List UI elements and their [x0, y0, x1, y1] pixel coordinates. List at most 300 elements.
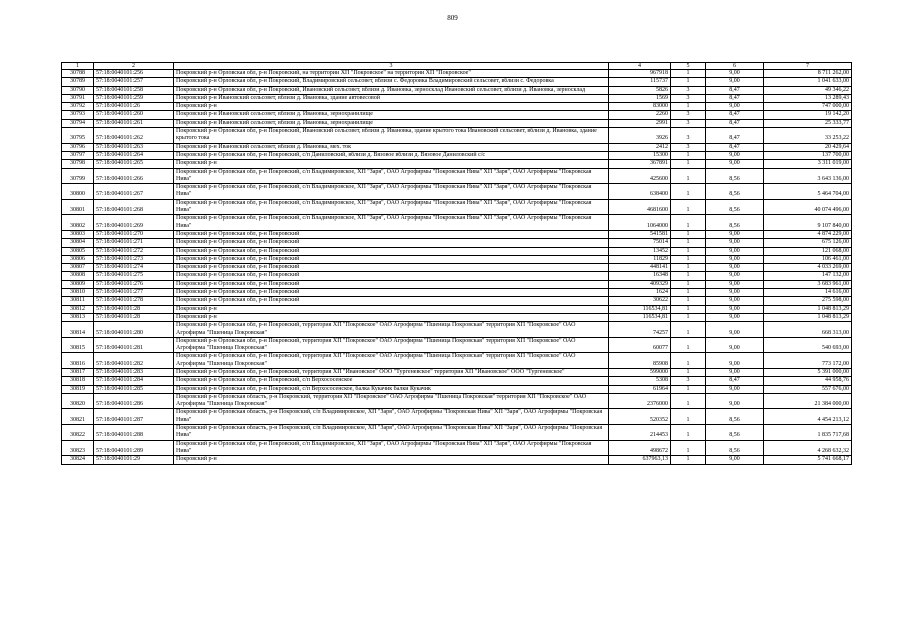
area-value: 409329 [609, 280, 671, 288]
location-description: Покровский р-н Орловская обл, р-н Покровский, территория ХП "Покровское" ОАО Агрофирма "Пшеница Покровская" территория ХП "Покровское" ОАО Агрофирма "Пшеница Покровская" [174, 353, 609, 369]
cadastral-number: 57:18:0040101:258 [94, 86, 174, 94]
area-value: 16348 [609, 272, 671, 280]
table-row [62, 247, 852, 255]
rate-value: 9,00 [706, 313, 764, 321]
cadastral-value: 20 429,64 [764, 143, 852, 151]
location-description: Покровский р-н Орловская обл, р-н Покровский, с/п Даниловский, вблизи д. Вязовое вблизи д. Вязовое Даниловский с/с [174, 151, 609, 159]
row-number: 30800 [62, 184, 94, 200]
rate-value: 9,00 [706, 239, 764, 247]
cadastral-value: 9 107 840,00 [764, 215, 852, 231]
rate-value: 8,47 [706, 86, 764, 94]
row-number: 30819 [62, 385, 94, 393]
location-description: Покровский р-н Орловская обл, р-н Покровский, территория ХП "Покровское" ОАО Агрофирма "Пшеница Покровская" территория ХП "Покровское" ОАО Агрофирма "Пшеница Покровская" [174, 337, 609, 353]
cadastral-number: 57:18:0040101:267 [94, 184, 174, 200]
location-description: Покровский р-н Орловская обл, р-н Покровский, Ивановский сельсовет, вблизи д. Ивановка, здание крытого тока Ивановский сельсовет, вблизи д. Ивановка, здание крытого тока [174, 128, 609, 144]
group-code: 1 [671, 440, 706, 456]
cadastral-value: 3 643 136,00 [764, 168, 852, 184]
cadastral-value: 1 041 633,00 [764, 78, 852, 86]
cadastral-value: 5 391 000,00 [764, 368, 852, 376]
row-number: 30801 [62, 199, 94, 215]
group-code: 1 [671, 103, 706, 111]
row-number: 30790 [62, 86, 94, 94]
group-code: 1 [671, 322, 706, 338]
table-row [62, 313, 852, 321]
row-number: 30812 [62, 305, 94, 313]
row-number: 30798 [62, 160, 94, 168]
table-body [62, 70, 852, 465]
area-value: 30622 [609, 297, 671, 305]
location-description: Покровский р-н Орловская обл, р-н Покровский, с/п Владимировское, ХП "Заря", ОАО Агрофирмы "Покровская Нива" ХП "Заря", ОАО Агрофирмы "Покровская Нива" [174, 168, 609, 184]
cadastral-register-table [61, 62, 852, 465]
area-value: 2376000 [609, 393, 671, 409]
cadastral-value: 4 454 213,12 [764, 409, 852, 425]
row-number: 30809 [62, 280, 94, 288]
rate-value: 9,00 [706, 78, 764, 86]
column-header: 1 [62, 63, 94, 70]
area-value: 214453 [609, 425, 671, 441]
rate-value: 9,00 [706, 353, 764, 369]
area-value: 83000 [609, 103, 671, 111]
area-value: 1624 [609, 289, 671, 297]
row-number: 30792 [62, 103, 94, 111]
row-number: 30805 [62, 247, 94, 255]
group-code: 1 [671, 215, 706, 231]
row-number: 30822 [62, 425, 94, 441]
column-header: 3 [174, 63, 609, 70]
cadastral-number: 57:18:0040101:281 [94, 337, 174, 353]
table-header-row [62, 63, 852, 70]
row-number: 30813 [62, 313, 94, 321]
group-code: 1 [671, 385, 706, 393]
table-row [62, 385, 852, 393]
group-code: 3 [671, 111, 706, 119]
area-value: 61964 [609, 385, 671, 393]
table-row [62, 103, 852, 111]
area-value: 116534,81 [609, 305, 671, 313]
cadastral-number: 57:18:0040101:29 [94, 456, 174, 464]
row-number: 30816 [62, 353, 94, 369]
row-number: 30823 [62, 440, 94, 456]
rate-value: 8,56 [706, 168, 764, 184]
location-description: Покровский р-н Орловская обл, р-н Покровский [174, 230, 609, 238]
cadastral-number: 57:18:0040101:275 [94, 272, 174, 280]
row-number: 30803 [62, 230, 94, 238]
location-description: Покровский р-н [174, 313, 609, 321]
cadastral-value: 1 048 813,29 [764, 313, 852, 321]
cadastral-number: 57:18:0040101:285 [94, 385, 174, 393]
cadastral-value: 4 033 269,00 [764, 264, 852, 272]
location-description: Покровский р-н Орловская обл, р-н Покровский, с/п Верхососенское [174, 377, 609, 385]
rate-value: 8,47 [706, 143, 764, 151]
group-code: 1 [671, 337, 706, 353]
row-number: 30818 [62, 377, 94, 385]
cadastral-number: 57:18:0040101:26 [94, 103, 174, 111]
cadastral-value: 8 711 262,00 [764, 70, 852, 78]
table-row [62, 78, 852, 86]
group-code: 3 [671, 143, 706, 151]
location-description: Покровский р-н Орловская обл, р-н Покровский [174, 280, 609, 288]
location-description: Покровский р-н Ивановский сельсовет, вблизи д. Ивановка, мех. ток [174, 143, 609, 151]
rate-value: 8,47 [706, 377, 764, 385]
cadastral-value: 3 683 961,00 [764, 280, 852, 288]
group-code: 3 [671, 94, 706, 102]
cadastral-value: 747 000,00 [764, 103, 852, 111]
cadastral-number: 57:18:0040101:282 [94, 353, 174, 369]
cadastral-value: 540 693,00 [764, 337, 852, 353]
rate-value: 9,00 [706, 264, 764, 272]
rate-value: 8,56 [706, 184, 764, 200]
location-description: Покровский р-н Орловская обл, р-н Покровский [174, 239, 609, 247]
row-number: 30820 [62, 393, 94, 409]
cadastral-value: 4 268 632,32 [764, 440, 852, 456]
cadastral-number: 57:18:0040101:270 [94, 230, 174, 238]
location-description: Покровский р-н Орловская область, р-н Покровский, с/п Владимировское, ХП "Заря", ОАО Агрофирмы "Покровская Нива" ХП "Заря", ОАО Агрофирмы "Покровская Нива" [174, 409, 609, 425]
cadastral-number: 57:18:0040101:269 [94, 215, 174, 231]
row-number: 30817 [62, 368, 94, 376]
location-description: Покровский р-н Ивановский сельсовет, вблизи д. Ивановка, зернохранилище [174, 111, 609, 119]
area-value: 3926 [609, 128, 671, 144]
rate-value: 8,56 [706, 425, 764, 441]
table-row [62, 94, 852, 102]
rate-value: 8,56 [706, 440, 764, 456]
cadastral-number: 57:18:0040101:261 [94, 119, 174, 127]
table-row [62, 230, 852, 238]
table-row [62, 239, 852, 247]
table-row [62, 322, 852, 338]
row-number: 30799 [62, 168, 94, 184]
rate-value: 9,00 [706, 70, 764, 78]
cadastral-number: 57:18:0040101:276 [94, 280, 174, 288]
table-row [62, 272, 852, 280]
area-value: 5308 [609, 377, 671, 385]
location-description: Покровский р-н Орловская область, р-н Покровский, территория ХП "Покровское" ОАО Агрофирма "Пшеница Покровская" территория ХП "Покровское" ОАО Агрофирма "Пшеница Покровская" [174, 393, 609, 409]
table-row [62, 264, 852, 272]
row-number: 30808 [62, 272, 94, 280]
group-code: 1 [671, 280, 706, 288]
table-row [62, 70, 852, 78]
rate-value: 9,00 [706, 247, 764, 255]
group-code: 1 [671, 353, 706, 369]
rate-value: 9,00 [706, 456, 764, 464]
cadastral-number: 57:18:0040101:28 [94, 305, 174, 313]
area-value: 638400 [609, 184, 671, 200]
area-value: 74257 [609, 322, 671, 338]
rate-value: 8,56 [706, 199, 764, 215]
rate-value: 9,00 [706, 230, 764, 238]
location-description: Покровский р-н Орловская обл, р-н Покровский, территория ХП "Покровское" ОАО Агрофирма "Пшеница Покровская" территория ХП "Покровское" ОАО Агрофирма "Пшеница Покровская" [174, 322, 609, 338]
cadastral-number: 57:18:0040101:277 [94, 289, 174, 297]
location-description: Покровский р-н Орловская обл, р-н Покровский [174, 264, 609, 272]
cadastral-value: 25 333,77 [764, 119, 852, 127]
row-number: 30788 [62, 70, 94, 78]
group-code: 1 [671, 70, 706, 78]
table-row [62, 215, 852, 231]
rate-value: 9,00 [706, 272, 764, 280]
cadastral-number: 57:18:0040101:28 [94, 313, 174, 321]
cadastral-number: 57:18:0040101:287 [94, 409, 174, 425]
cadastral-value: 1 048 813,29 [764, 305, 852, 313]
location-description: Покровский р-н Орловская обл, р-н Покровский, с/п Владимировское, ХП "Заря", ОАО Агрофирмы "Покровская Нива" ХП "Заря", ОАО Агрофирмы "Покровская Нива" [174, 199, 609, 215]
area-value: 60077 [609, 337, 671, 353]
row-number: 30797 [62, 151, 94, 159]
location-description: Покровский р-н Орловская обл, р-н Покровский [174, 255, 609, 263]
group-code: 1 [671, 289, 706, 297]
group-code: 1 [671, 272, 706, 280]
cadastral-value: 49 346,22 [764, 86, 852, 94]
rate-value: 8,56 [706, 409, 764, 425]
cadastral-number: 57:18:0040101:273 [94, 255, 174, 263]
cadastral-value: 19 142,20 [764, 111, 852, 119]
table-row [62, 119, 852, 127]
row-number: 30795 [62, 128, 94, 144]
rate-value: 9,00 [706, 393, 764, 409]
area-value: 15300 [609, 151, 671, 159]
area-value: 498672 [609, 440, 671, 456]
cadastral-number: 57:18:0040101:274 [94, 264, 174, 272]
location-description: Покровский р-н Орловская обл, р-н Покровский [174, 297, 609, 305]
group-code: 3 [671, 128, 706, 144]
table-row [62, 255, 852, 263]
cadastral-value: 275 598,00 [764, 297, 852, 305]
location-description: Покровский р-н Ивановский сельсовет, вблизи д. Ивановка, зернохранилище [174, 119, 609, 127]
rate-value: 9,00 [706, 385, 764, 393]
location-description: Покровский р-н Орловская обл, р-н Покровский, с/п Верхососенское, балка Кукачик балки Кукачик [174, 385, 609, 393]
table-row [62, 151, 852, 159]
table-row [62, 86, 852, 94]
area-value: 116534,81 [609, 313, 671, 321]
cadastral-number: 57:18:0040101:283 [94, 368, 174, 376]
cadastral-value: 147 132,00 [764, 272, 852, 280]
column-header: 2 [94, 63, 174, 70]
area-value: 5826 [609, 86, 671, 94]
table-row [62, 184, 852, 200]
cadastral-number: 57:18:0040101:263 [94, 143, 174, 151]
table-row [62, 160, 852, 168]
cadastral-number: 57:18:0040101:278 [94, 297, 174, 305]
cadastral-number: 57:18:0040101:265 [94, 160, 174, 168]
group-code: 1 [671, 78, 706, 86]
location-description: Покровский р-н Орловская область, р-н Покровский, с/п Владимировское, ХП "Заря", ОАО Агрофирмы "Покровская Нива" ХП "Заря", ОАО Агрофирмы "Покровская Нива" [174, 425, 609, 441]
area-value: 1569 [609, 94, 671, 102]
cadastral-value: 3 311 019,00 [764, 160, 852, 168]
location-description: Покровский р-н Ивановский сельсовет, вблизи д. Ивановка, здание автовесовой [174, 94, 609, 102]
column-header: 4 [609, 63, 671, 70]
cadastral-value: 4 874 229,00 [764, 230, 852, 238]
cadastral-number: 57:18:0040101:259 [94, 94, 174, 102]
cadastral-number: 57:18:0040101:284 [94, 377, 174, 385]
group-code: 1 [671, 425, 706, 441]
location-description: Покровский р-н Орловская обл, р-н Покровский [174, 247, 609, 255]
table-row [62, 305, 852, 313]
group-code: 1 [671, 239, 706, 247]
location-description: Покровский р-н Орловская обл, р-н Покровский [174, 289, 609, 297]
group-code: 1 [671, 368, 706, 376]
cadastral-number: 57:18:0040101:286 [94, 393, 174, 409]
rate-value: 9,00 [706, 255, 764, 263]
rate-value: 8,56 [706, 215, 764, 231]
row-number: 30807 [62, 264, 94, 272]
cadastral-number: 57:18:0040101:289 [94, 440, 174, 456]
table-row [62, 168, 852, 184]
table-row [62, 440, 852, 456]
cadastral-number: 57:18:0040101:264 [94, 151, 174, 159]
rate-value: 9,00 [706, 151, 764, 159]
group-code: 1 [671, 160, 706, 168]
row-number: 30824 [62, 456, 94, 464]
cadastral-value: 21 384 000,00 [764, 393, 852, 409]
cadastral-value: 14 616,00 [764, 289, 852, 297]
location-description: Покровский р-н Орловская обл, р-н Покровский, территория ХП "Ивановское" ООО "Тургеневское" территория ХП "Ивановское" ООО "Тургеневское" [174, 368, 609, 376]
table-row [62, 368, 852, 376]
group-code: 1 [671, 151, 706, 159]
cadastral-number: 57:18:0040101:288 [94, 425, 174, 441]
row-number: 30802 [62, 215, 94, 231]
cadastral-value: 557 676,00 [764, 385, 852, 393]
area-value: 541581 [609, 230, 671, 238]
rate-value: 8,47 [706, 119, 764, 127]
group-code: 1 [671, 297, 706, 305]
group-code: 1 [671, 168, 706, 184]
group-code: 1 [671, 230, 706, 238]
area-value: 425600 [609, 168, 671, 184]
area-value: 115737 [609, 78, 671, 86]
row-number: 30821 [62, 409, 94, 425]
table-row [62, 297, 852, 305]
group-code: 1 [671, 409, 706, 425]
group-code: 1 [671, 184, 706, 200]
group-code: 1 [671, 264, 706, 272]
cadastral-value: 121 068,00 [764, 247, 852, 255]
area-value: 2260 [609, 111, 671, 119]
cadastral-value: 5 741 668,17 [764, 456, 852, 464]
cadastral-number: 57:18:0040101:268 [94, 199, 174, 215]
rate-value: 9,00 [706, 160, 764, 168]
group-code: 1 [671, 199, 706, 215]
table-row [62, 377, 852, 385]
row-number: 30794 [62, 119, 94, 127]
area-value: 448141 [609, 264, 671, 272]
cadastral-value: 675 126,00 [764, 239, 852, 247]
cadastral-value: 106 461,00 [764, 255, 852, 263]
table-row [62, 111, 852, 119]
group-code: 1 [671, 305, 706, 313]
row-number: 30811 [62, 297, 94, 305]
location-description: Покровский р-н Орловская обл, р-н Покровский, с/п Владимировское, ХП "Заря", ОАО Агрофирмы "Покровская Нива" ХП "Заря", ОАО Агрофирмы "Покровская Нива" [174, 215, 609, 231]
row-number: 30793 [62, 111, 94, 119]
cadastral-value: 668 313,00 [764, 322, 852, 338]
location-description: Покровский р-н [174, 160, 609, 168]
group-code: 1 [671, 393, 706, 409]
rate-value: 9,00 [706, 103, 764, 111]
cadastral-value: 773 172,00 [764, 353, 852, 369]
table-row [62, 353, 852, 369]
area-value: 13452 [609, 247, 671, 255]
area-value: 1064000 [609, 215, 671, 231]
area-value: 75014 [609, 239, 671, 247]
group-code: 1 [671, 456, 706, 464]
rate-value: 8,47 [706, 128, 764, 144]
rate-value: 9,00 [706, 297, 764, 305]
cadastral-value: 5 464 704,00 [764, 184, 852, 200]
column-header: 5 [671, 63, 706, 70]
row-number: 30810 [62, 289, 94, 297]
rate-value: 9,00 [706, 280, 764, 288]
row-number: 30791 [62, 94, 94, 102]
cadastral-value: 13 289,43 [764, 94, 852, 102]
location-description: Покровский р-н Орловская обл, р-н Покровский, Владимировский сельсовет, вблизи с. Федоровка Владимировский сельсовет, вблизи с. Федоровка [174, 78, 609, 86]
row-number: 30815 [62, 337, 94, 353]
page-number: 809 [447, 14, 458, 22]
location-description: Покровский р-н [174, 103, 609, 111]
location-description: Покровский р-н Орловская обл, р-н Покровский, с/п Владимировское, ХП "Заря", ОАО Агрофирмы "Покровская Нива" ХП "Заря", ОАО Агрофирмы "Покровская Нива" [174, 440, 609, 456]
group-code: 3 [671, 86, 706, 94]
group-code: 1 [671, 255, 706, 263]
group-code: 1 [671, 313, 706, 321]
rate-value: 9,00 [706, 322, 764, 338]
table-row [62, 289, 852, 297]
table-row [62, 143, 852, 151]
rate-value: 9,00 [706, 368, 764, 376]
cadastral-number: 57:18:0040101:272 [94, 247, 174, 255]
area-value: 967918 [609, 70, 671, 78]
table-row [62, 409, 852, 425]
cadastral-number: 57:18:0040101:266 [94, 168, 174, 184]
area-value: 520352 [609, 409, 671, 425]
row-number: 30796 [62, 143, 94, 151]
table-row [62, 337, 852, 353]
group-code: 3 [671, 119, 706, 127]
cadastral-number: 57:18:0040101:260 [94, 111, 174, 119]
cadastral-value: 40 074 496,00 [764, 199, 852, 215]
cadastral-value: 137 700,00 [764, 151, 852, 159]
area-value: 599000 [609, 368, 671, 376]
rate-value: 9,00 [706, 305, 764, 313]
location-description: Покровский р-н [174, 456, 609, 464]
group-code: 3 [671, 377, 706, 385]
row-number: 30804 [62, 239, 94, 247]
table-row [62, 425, 852, 441]
rate-value: 9,00 [706, 337, 764, 353]
cadastral-value: 44 958,76 [764, 377, 852, 385]
row-number: 30789 [62, 78, 94, 86]
location-description: Покровский р-н [174, 305, 609, 313]
cadastral-value: 33 253,22 [764, 128, 852, 144]
cadastral-number: 57:18:0040101:271 [94, 239, 174, 247]
rate-value: 8,47 [706, 94, 764, 102]
column-header: 6 [706, 63, 764, 70]
table-row [62, 393, 852, 409]
table-row [62, 456, 852, 464]
table-row [62, 128, 852, 144]
cadastral-number: 57:18:0040101:280 [94, 322, 174, 338]
location-description: Покровский р-н Орловская обл, р-н Покровский, с/п Владимировское, ХП "Заря", ОАО Агрофирмы "Покровская Нива" ХП "Заря", ОАО Агрофирмы "Покровская Нива" [174, 184, 609, 200]
area-value: 4681600 [609, 199, 671, 215]
group-code: 1 [671, 247, 706, 255]
cadastral-value: 1 835 717,68 [764, 425, 852, 441]
rate-value: 8,47 [706, 111, 764, 119]
cadastral-number: 57:18:0040101:256 [94, 70, 174, 78]
area-value: 367891 [609, 160, 671, 168]
location-description: Покровский р-н Орловская обл, р-н Покровский, Ивановский сельсовет, вблизи д. Ивановка, зерносклад Ивановский сельсовет, вблизи д. Ивановка, зерносклад [174, 86, 609, 94]
cadastral-number: 57:18:0040101:257 [94, 78, 174, 86]
area-value: 637963,13 [609, 456, 671, 464]
location-description: Покровский р-н Орловская обл, р-н Покровский, на территории ХП "Покровское" на территории ХП "Покровское" [174, 70, 609, 78]
location-description: Покровский р-н Орловская обл, р-н Покровский [174, 272, 609, 280]
area-value: 2991 [609, 119, 671, 127]
area-value: 2412 [609, 143, 671, 151]
table-row [62, 280, 852, 288]
area-value: 11829 [609, 255, 671, 263]
